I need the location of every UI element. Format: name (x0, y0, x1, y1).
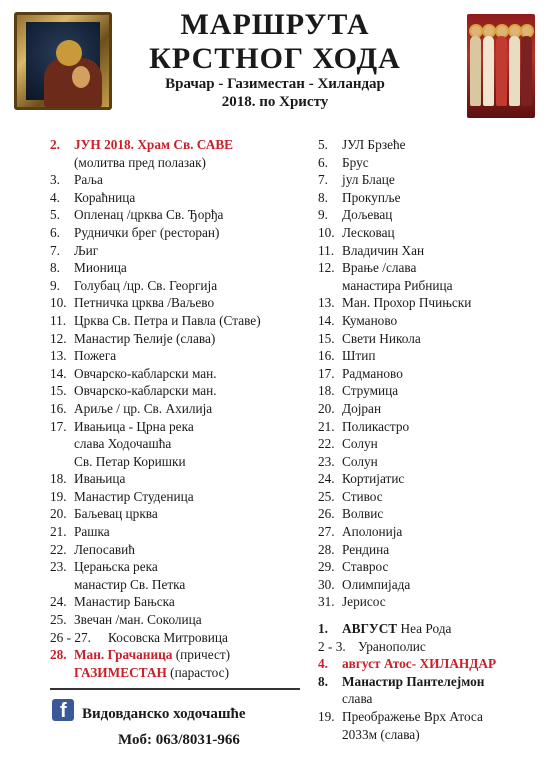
itinerary-stop: Петничка црква /Ваљево (74, 295, 215, 311)
itinerary-day-number: 18. (50, 471, 67, 487)
itinerary-row (50, 347, 300, 365)
itinerary-row (50, 277, 300, 295)
itinerary-stop: Овчарско-кабларски ман. (74, 365, 217, 381)
itinerary-row (50, 312, 300, 330)
itinerary-stop: Уранополис (358, 638, 426, 654)
itinerary-row (50, 505, 300, 523)
pilgrimage-name: Видовданско ходочашће (82, 706, 246, 722)
itinerary-stop: Куманово (342, 312, 398, 328)
itinerary-stop: Рашка (74, 524, 110, 540)
itinerary-day-number: 9. (318, 207, 328, 223)
itinerary-row (318, 154, 548, 172)
itinerary-row (50, 646, 300, 664)
itinerary-day-number: 27. (318, 524, 335, 540)
itinerary-row (50, 365, 300, 383)
itinerary-day-number: 11. (50, 312, 67, 328)
itinerary-row (50, 242, 300, 260)
itinerary-row (50, 541, 300, 559)
itinerary-row (50, 523, 300, 541)
royal-martyrs-icon-image (467, 14, 535, 118)
itinerary-stop: слава (342, 691, 373, 707)
itinerary-row (318, 655, 548, 673)
itinerary-stop: Ман. Грачаница (74, 647, 173, 663)
itinerary-row (50, 576, 300, 594)
itinerary-stop: Ариље / цр. Св. Ахилија (74, 400, 213, 416)
itinerary-stop: Црква Св. Петра и Павла (Ставе) (74, 312, 261, 328)
itinerary-stop: Раља (74, 172, 103, 188)
itinerary-row (318, 505, 548, 523)
itinerary-stop: 2033м (слава) (342, 726, 420, 742)
itinerary-stop: ЈУЛ Брзеће (342, 137, 406, 152)
itinerary-day-number: 18. (318, 383, 335, 399)
itinerary-row (318, 242, 548, 260)
itinerary-day-number: 2 - 3. (318, 638, 346, 654)
itinerary-stop: Владичин Хан (342, 242, 425, 258)
itinerary-stop: Руднички брег (ресторан) (74, 224, 220, 240)
itinerary-stop: Свети Никола (342, 330, 421, 346)
itinerary-note: (причест) (172, 647, 231, 663)
itinerary-row (318, 224, 548, 242)
phone-number: Моб: 063/8031-966 (118, 732, 240, 748)
itinerary-row (50, 470, 300, 488)
itinerary-stop: Брус (342, 154, 369, 170)
itinerary-row (50, 189, 300, 207)
itinerary-day-number: 5. (318, 137, 328, 152)
itinerary-row (318, 330, 548, 348)
itinerary-row (318, 312, 548, 330)
itinerary-day-number: 14. (318, 312, 335, 328)
itinerary-row (50, 558, 300, 576)
itinerary-day-number: 21. (318, 418, 335, 434)
itinerary-note: Неа Рода (397, 621, 452, 637)
itinerary-row (50, 611, 300, 629)
itinerary-day-number: 13. (50, 348, 67, 364)
footer-divider (50, 688, 300, 690)
itinerary-stop: Ман. Прохор Пчињски (342, 295, 472, 311)
itinerary-row (318, 136, 548, 154)
itinerary-row (50, 593, 300, 611)
itinerary-day-number: 19. (50, 488, 67, 504)
itinerary-stop: Голубац /цр. Св. Георгија (74, 277, 218, 293)
itinerary-day-number: 9. (50, 277, 60, 293)
itinerary-row (318, 294, 548, 312)
itinerary-row (318, 541, 548, 559)
itinerary-row (318, 171, 548, 189)
itinerary-row (50, 294, 300, 312)
itinerary-row (318, 365, 548, 383)
facebook-icon[interactable]: f (52, 699, 74, 721)
itinerary-row (318, 382, 548, 400)
itinerary-stop: август Атос- ХИЛАНДАР (342, 656, 497, 672)
itinerary-day-number: 3. (50, 172, 60, 188)
itinerary-stop: Солун (342, 436, 378, 452)
itinerary-stop: Звечан /ман. Соколица (74, 612, 202, 628)
itinerary-day-number: 15. (318, 330, 335, 346)
itinerary-row (318, 611, 548, 620)
itinerary-day-number (50, 154, 74, 172)
itinerary-stop: Рендина (342, 541, 390, 557)
itinerary-day-number: 6. (318, 154, 328, 170)
itinerary-day-number: 25. (318, 488, 335, 504)
itinerary-stop: Прокупље (342, 189, 401, 205)
itinerary-day-number: 24. (50, 594, 67, 610)
itinerary-stop: слава Ходочашћа (74, 436, 172, 452)
itinerary-stop: Пожега (74, 348, 117, 364)
itinerary-day-number (50, 435, 74, 453)
itinerary-row (50, 206, 300, 224)
itinerary-stop: Св. Петар Коришки (74, 453, 186, 469)
itinerary-right-column (318, 136, 548, 743)
itinerary-day-number (318, 690, 342, 708)
itinerary-row (318, 690, 548, 708)
itinerary-row (318, 453, 548, 471)
itinerary-row (50, 488, 300, 506)
itinerary-stop: Косовска Митровица (108, 629, 228, 645)
itinerary-day-number (50, 664, 74, 682)
itinerary-stop: Кортијатис (342, 471, 405, 487)
itinerary-day-number: 28. (318, 541, 335, 557)
title-line-1: МАРШРУТА (180, 8, 370, 41)
itinerary-row (50, 259, 300, 277)
itinerary-row (50, 171, 300, 189)
itinerary-day-number: 8. (50, 260, 60, 276)
year-subtitle: 2018. по Христу (221, 94, 329, 110)
itinerary-row (318, 593, 548, 611)
itinerary-stop: Преображење Врх Атоса (342, 709, 483, 724)
itinerary-day-number: 23. (50, 559, 67, 575)
itinerary-stop: Штип (342, 348, 376, 364)
itinerary-stop: Стивос (342, 488, 383, 504)
itinerary-stop: Поликастро (342, 418, 410, 434)
itinerary-note: (парастос) (166, 664, 229, 680)
itinerary-day-number (318, 726, 342, 744)
itinerary-stop: Лепосавић (74, 541, 135, 557)
itinerary-day-number: 8. (318, 673, 328, 689)
itinerary-stop: Церањска река (74, 559, 158, 575)
itinerary-row (50, 664, 300, 682)
itinerary-stop: Солун (342, 453, 378, 469)
itinerary-day-number: 20. (318, 400, 335, 416)
itinerary-stop: Манастир Пантелејмон (342, 673, 485, 689)
itinerary-stop: Аполонија (342, 524, 403, 540)
itinerary-row (318, 400, 548, 418)
itinerary-day-number: 10. (50, 295, 67, 311)
itinerary-row (318, 206, 548, 224)
itinerary-day-number: 17. (50, 418, 67, 434)
itinerary-row (318, 435, 548, 453)
itinerary-row (318, 189, 548, 207)
itinerary-row (50, 418, 300, 436)
itinerary-stop: Опленац /црква Св. Ђорђа (74, 207, 224, 223)
itinerary-day-number: 7. (50, 242, 60, 258)
theotokos-icon-image (14, 12, 112, 110)
itinerary-stop: Манастир Студеница (74, 488, 194, 504)
itinerary-day-number: 14. (50, 365, 67, 381)
itinerary-day-number: 21. (50, 524, 67, 540)
itinerary-stop: манастира Рибница (342, 277, 453, 293)
itinerary-day-number: 7. (318, 172, 328, 188)
itinerary-row (318, 638, 548, 656)
itinerary-stop: Баљевац црква (74, 506, 158, 522)
itinerary-stop: Дољевац (342, 207, 393, 223)
itinerary-day-number (50, 453, 74, 471)
itinerary-day-number: 28. (50, 647, 67, 663)
itinerary-row (50, 136, 300, 154)
itinerary-day-number: 10. (318, 224, 335, 240)
itinerary-row (50, 435, 300, 453)
itinerary-day-number: 13. (318, 295, 335, 311)
itinerary-day-number: 26. (318, 506, 335, 522)
itinerary-row (318, 418, 548, 436)
itinerary-row (50, 154, 300, 172)
itinerary-day-number: 12. (50, 330, 67, 346)
itinerary-day-number: 20. (50, 506, 67, 522)
itinerary-day-number: 15. (50, 383, 67, 399)
itinerary-day-number (318, 277, 342, 295)
itinerary-day-number: 6. (50, 224, 60, 240)
route-subtitle: Врачар - Газиместан - Хиландар (165, 76, 385, 92)
itinerary-stop: Волвис (342, 506, 384, 522)
itinerary-row (318, 673, 548, 691)
itinerary-stop: ЈУН 2018. Храм Св. САВЕ (74, 137, 234, 152)
itinerary-stop: Радманово (342, 365, 403, 381)
itinerary-row (318, 470, 548, 488)
itinerary-stop: јул Блаце (342, 172, 395, 188)
itinerary-day-number: 11. (318, 242, 335, 258)
itinerary-day-number: 5. (50, 207, 60, 223)
itinerary-row (50, 453, 300, 471)
title-line-2: КРСТНОГ ХОДА (149, 42, 401, 75)
itinerary-row (50, 224, 300, 242)
itinerary-stop: Манастир Ћелије (слава) (74, 330, 216, 346)
itinerary-day-number: 2. (50, 137, 60, 152)
itinerary-stop: манастир Св. Петка (74, 576, 186, 592)
itinerary-day-number: 16. (50, 400, 67, 416)
itinerary-stop: Манастир Бањска (74, 594, 175, 610)
itinerary-day-number: 25. (50, 612, 67, 628)
itinerary-row (50, 629, 300, 647)
itinerary-day-number: 30. (318, 576, 335, 592)
itinerary-day-number: 12. (318, 260, 335, 276)
itinerary-day-number: 22. (50, 541, 67, 557)
itinerary-day-number: 4. (50, 189, 60, 205)
itinerary-row (318, 523, 548, 541)
itinerary-day-number: 26 - 27. (50, 629, 91, 645)
itinerary-stop: Ивањица (74, 471, 126, 487)
itinerary-stop: Врање /слава (342, 260, 417, 276)
itinerary-day-number: 16. (318, 348, 335, 364)
itinerary-left-column (50, 136, 300, 681)
itinerary-row (318, 259, 548, 277)
itinerary-stop: Ивањица - Црна река (74, 418, 194, 434)
itinerary-stop: Лесковац (342, 224, 395, 240)
itinerary-row (318, 620, 548, 638)
itinerary-stop: Ставрос (342, 559, 389, 575)
itinerary-day-number: 23. (318, 453, 335, 469)
itinerary-stop: Корaћница (74, 189, 136, 205)
itinerary-row (50, 330, 300, 348)
itinerary-stop: Олимпијада (342, 576, 411, 592)
itinerary-row (318, 576, 548, 594)
itinerary-row (318, 277, 548, 295)
itinerary-day-number: 31. (318, 594, 335, 610)
itinerary-day-number: 1. (318, 621, 328, 637)
itinerary-day-number (50, 576, 74, 594)
itinerary-row (318, 347, 548, 365)
itinerary-row (318, 558, 548, 576)
itinerary-day-number: 29. (318, 559, 335, 575)
itinerary-day-number: 22. (318, 436, 335, 452)
itinerary-stop: Мионица (74, 260, 127, 276)
itinerary-day-number: 4. (318, 656, 328, 672)
itinerary-row (50, 382, 300, 400)
itinerary-stop: (молитва пред полазак) (74, 154, 206, 170)
itinerary-stop: Дојран (342, 400, 382, 416)
itinerary-row (318, 726, 548, 744)
itinerary-stop: Љиг (74, 242, 99, 258)
itinerary-stop: ГАЗИМЕСТАН (74, 664, 167, 680)
itinerary-day-number: 17. (318, 365, 335, 381)
itinerary-day-number: 24. (318, 471, 335, 487)
itinerary-stop: Овчарско-кабларски ман. (74, 383, 217, 399)
itinerary-day-number: 19. (318, 709, 335, 724)
itinerary-stop: АВГУСТ (342, 621, 398, 637)
itinerary-row (318, 488, 548, 506)
itinerary-row (318, 708, 548, 726)
itinerary-day-number: 8. (318, 189, 328, 205)
itinerary-stop: Струмица (342, 383, 399, 399)
itinerary-row (50, 400, 300, 418)
itinerary-stop: Јерисос (342, 594, 386, 610)
